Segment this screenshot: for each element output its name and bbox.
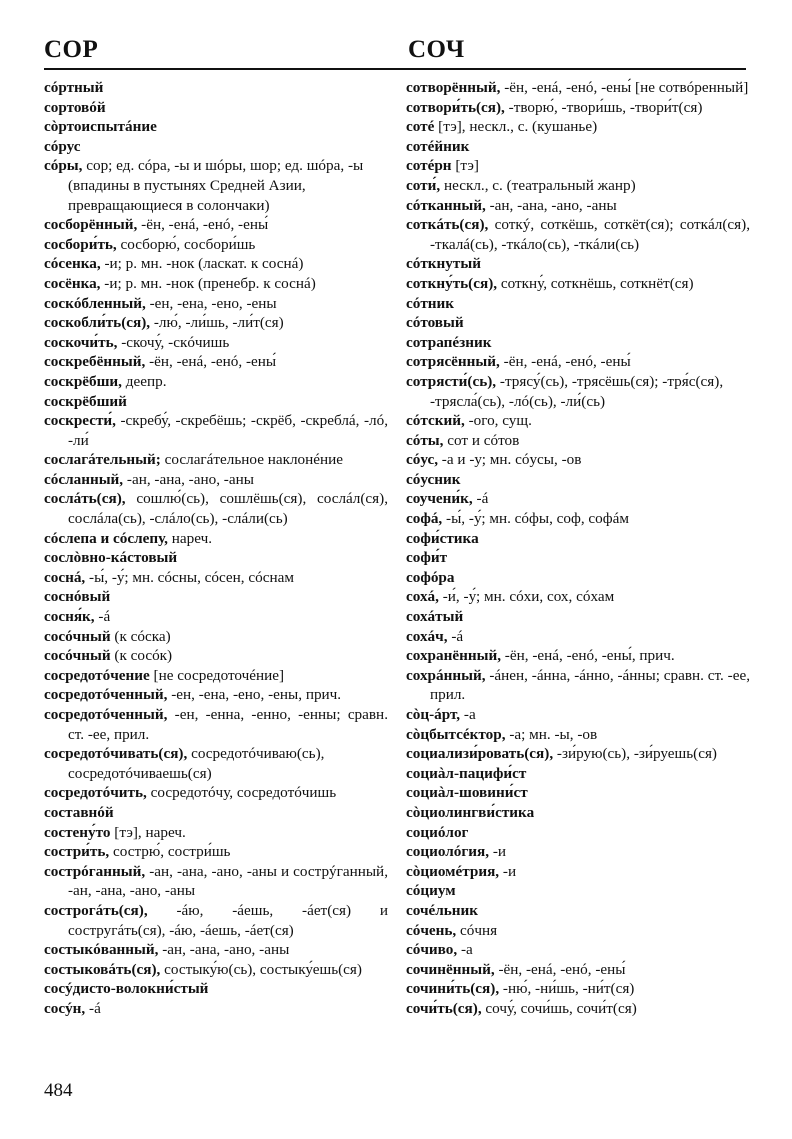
dictionary-entry xyxy=(406,489,750,509)
entry-headword: сòц-áрт, xyxy=(406,706,461,723)
dictionary-entry xyxy=(44,372,388,392)
entry-grammar: -á xyxy=(85,999,101,1017)
entry-headword: соткáть(ся), xyxy=(406,216,489,234)
entry-headword: сòциомéтрия, xyxy=(406,862,500,880)
dictionary-entry xyxy=(44,548,388,568)
entry-headword: соскрести́, xyxy=(44,412,116,430)
left-column xyxy=(44,78,388,1019)
entry-grammar: -áнен, -áнна, -áнно, -áнны; сравн. ст. -ее, прил. xyxy=(430,666,750,704)
entry-headword: сóчень, xyxy=(406,921,457,939)
dictionary-entry xyxy=(406,901,750,921)
dictionary-entry xyxy=(406,274,750,294)
entry-grammar: сосредотóчиваю(сь), сосредотóчиваешь(ся) xyxy=(68,745,325,782)
entry-grammar: -ён, -енá, -енó, -ены́ xyxy=(494,960,626,978)
dictionary-entry xyxy=(44,529,388,549)
dictionary-entry xyxy=(406,509,750,529)
entry-headword: сóчиво, xyxy=(406,941,458,959)
entry-grammar: соткну́, соткнёшь, соткнёт(ся) xyxy=(497,274,694,292)
dictionary-entry xyxy=(406,744,750,764)
entry-headword: сочини́ть(ся), xyxy=(406,980,500,998)
dictionary-entry xyxy=(44,313,388,333)
dictionary-entry xyxy=(406,646,750,666)
entry-headword: сóслепа и сóслепу, xyxy=(44,529,168,547)
entry-headword: социàл-пацифи́ст xyxy=(406,764,527,782)
dictionary-entry xyxy=(44,685,388,705)
dictionary-entry xyxy=(44,294,388,314)
entry-headword: сосредотóчение xyxy=(44,666,150,684)
dictionary-entry xyxy=(44,627,388,647)
dictionary-entry xyxy=(406,823,750,843)
dictionary-entry xyxy=(406,372,750,411)
entry-grammar: -á xyxy=(447,627,464,645)
dictionary-entry xyxy=(406,607,750,627)
entry-headword: софи́т xyxy=(406,549,448,567)
dictionary-entry xyxy=(406,862,750,882)
entry-headword: составнóй xyxy=(44,803,114,821)
dictionary-entry xyxy=(44,587,388,607)
dictionary-entry xyxy=(44,783,388,803)
entry-headword: сотрясённый, xyxy=(406,353,500,371)
entry-grammar: -á xyxy=(94,608,111,626)
entry-headword: софá, xyxy=(406,510,443,528)
dictionary-entry xyxy=(44,215,388,235)
dictionary-entry xyxy=(406,333,750,353)
dictionary-entry xyxy=(406,117,750,137)
entry-grammar: -скочу́, -скóчишь xyxy=(117,333,230,351)
page-number: 484 xyxy=(44,1080,73,1101)
dictionary-entry xyxy=(44,98,388,118)
entry-grammar: -ан, -ана, -ано, -аны xyxy=(123,470,254,488)
dictionary-entry xyxy=(406,156,750,176)
entry-grammar: -ан, -ана, -ано, -аны xyxy=(158,941,290,959)
entry-grammar: состыку́ю(сь), состыку́ешь(ся) xyxy=(160,960,362,978)
entry-headword: софóра xyxy=(406,568,455,586)
entry-headword: сóусник xyxy=(406,470,461,488)
entry-grammar: (к сосóк) xyxy=(110,647,173,665)
entry-grammar: [тэ] xyxy=(451,157,479,175)
entry-headword: сострóгaнный, xyxy=(44,862,146,880)
dictionary-entry xyxy=(44,803,388,823)
running-head-right: СОЧ xyxy=(408,36,465,63)
entry-headword: сóртный xyxy=(44,79,104,96)
entry-grammar: -зи́рую(сь), -зи́руешь(ся) xyxy=(553,745,717,763)
entry-headword: сосредотóченный, xyxy=(44,706,168,723)
entry-headword: состыкóванный, xyxy=(44,941,159,959)
dictionary-entry xyxy=(406,98,750,118)
entry-grammar: соткý, соткёшь, соткёт(ся); соткáл(ся), -ткалá(сь), -ткáло(сь), -ткáли(сь) xyxy=(430,216,750,253)
entry-headword: сотрясти́(сь), xyxy=(406,372,497,390)
dictionary-entry xyxy=(406,294,750,314)
entry-grammar: -áю, -áешь, -áет(ся) и состругáть(ся), -áю, -áешь, -áет(ся) xyxy=(68,901,388,939)
dictionary-entry xyxy=(406,431,750,451)
dictionary-entry xyxy=(406,529,750,549)
dictionary-entry xyxy=(44,352,388,372)
running-head-left: СОР xyxy=(44,36,99,63)
entry-headword: соснá, xyxy=(44,568,86,586)
entry-grammar: -ён, -енá, -енó, -ены́ [не сотвóренный] xyxy=(500,79,749,96)
page-header xyxy=(44,36,746,70)
entry-grammar: -ён, -енá, -енó, -ены́ xyxy=(145,353,277,371)
entry-headword: соскобли́ть(ся), xyxy=(44,314,151,332)
dictionary-entry xyxy=(406,78,750,98)
entry-headword: сóтский, xyxy=(406,412,465,430)
dictionary-entry xyxy=(44,979,388,999)
entry-headword: соскребённый, xyxy=(44,353,146,371)
dictionary-entry xyxy=(406,783,750,803)
entry-headword: соскрёбший xyxy=(44,392,127,410)
dictionary-entry xyxy=(406,411,750,431)
dictionary-entry xyxy=(44,960,388,980)
dictionary-entry xyxy=(406,666,750,705)
dictionary-entry xyxy=(44,156,388,215)
dictionary-entry xyxy=(44,646,388,666)
dictionary-entry xyxy=(406,313,750,333)
dictionary-entry xyxy=(44,235,388,255)
dictionary-entry xyxy=(44,823,388,843)
entry-headword: сосёнка, xyxy=(44,274,101,292)
entry-headword: сочинённый, xyxy=(406,960,495,978)
dictionary-entry xyxy=(406,548,750,568)
dictionary-entry xyxy=(406,803,750,823)
entry-grammar: -и; р. мн. -нок (пренебр. к соснá) xyxy=(100,274,316,292)
entry-grammar: нескл., с. (театральный жанр) xyxy=(440,176,636,194)
entry-grammar: -и; р. мн. -нок (ласкат. к соснá) xyxy=(100,255,304,273)
entry-headword: социóлог xyxy=(406,823,469,841)
dictionary-entry xyxy=(406,979,750,999)
entry-headword: сòциолингви́стика xyxy=(406,803,535,821)
dictionary-entry xyxy=(406,137,750,157)
dictionary-entry xyxy=(406,940,750,960)
dictionary-entry xyxy=(406,842,750,862)
dictionary-entry xyxy=(44,392,388,412)
entry-grammar: -трясу́(сь), -трясёшь(ся); -тря́с(ся), -трясла́(сь), -лó(сь), -ли́(сь) xyxy=(430,372,724,410)
entry-grammar: -а xyxy=(457,941,473,959)
entry-headword: соучени́к, xyxy=(406,490,473,508)
entry-grammar: -ен, -ена, -ено, -ены, прич. xyxy=(167,686,342,704)
entry-headword: сóты, xyxy=(406,431,444,449)
entry-grammar: -ён, -енá, -енó, -ены́, прич. xyxy=(501,647,675,665)
dictionary-entry xyxy=(406,764,750,784)
entry-headword: соснóвый xyxy=(44,588,111,606)
entry-headword: соти́, xyxy=(406,176,441,194)
dictionary-entry xyxy=(44,137,388,157)
entry-grammar: -лю́, -ли́шь, -ли́т(ся) xyxy=(150,314,284,332)
entry-headword: сосýн, xyxy=(44,999,86,1017)
entry-grammar: -а; мн. -ы, -ов xyxy=(505,725,598,743)
entry-headword: состри́ть, xyxy=(44,843,110,861)
entry-grammar: -ен, -енна, -енно, -енны; сравн. ст. -ее, прил. xyxy=(68,706,388,743)
entry-headword: сохáтый xyxy=(406,608,464,626)
dictionary-entry xyxy=(406,999,750,1019)
right-column xyxy=(406,78,750,1019)
entry-grammar: -скребу́, -скребёшь; -скрёб, -скреблá, -лó, -ли́ xyxy=(68,412,388,449)
dictionary-entry xyxy=(44,254,388,274)
dictionary-entry xyxy=(406,921,750,941)
entry-headword: сохá, xyxy=(406,588,439,606)
entry-grammar: [тэ], нареч. xyxy=(110,823,186,841)
entry-headword: сосредотóчивать(ся), xyxy=(44,745,188,763)
entry-headword: сотé xyxy=(406,118,435,136)
entry-headword: соскочи́ть, xyxy=(44,333,118,351)
dictionary-entry xyxy=(406,960,750,980)
entry-headword: социализи́ровать(ся), xyxy=(406,745,554,763)
dictionary-entry xyxy=(44,450,388,470)
entry-grammar: [тэ], нескл., с. (кушанье) xyxy=(434,118,598,136)
entry-headword: сосредотóчить, xyxy=(44,784,147,802)
entry-headword: сослагáтельный; xyxy=(44,451,161,469)
dictionary-entry xyxy=(44,901,388,940)
entry-headword: сохранённый, xyxy=(406,647,501,665)
entry-headword: сосбори́ть, xyxy=(44,235,117,253)
entry-headword: сòртоиспытáние xyxy=(44,118,157,136)
dictionary-entry xyxy=(406,254,750,274)
entry-grammar: -а xyxy=(460,706,476,723)
entry-headword: состену́то xyxy=(44,823,111,841)
entry-headword: сóциум xyxy=(406,882,456,900)
dictionary-entry xyxy=(406,587,750,607)
entry-headword: сострогáть(ся), xyxy=(44,901,148,919)
dictionary-entry xyxy=(406,196,750,216)
dictionary-entry xyxy=(406,352,750,372)
dictionary-entry xyxy=(406,705,750,725)
entry-headword: сочéльник xyxy=(406,901,479,919)
entry-grammar: сор; ед. сóра, -ы и шóры, шор; ед. шóра, -ы (впадины в пустынях Средней Азии, превращающиеся в солончаки) xyxy=(68,157,364,214)
dictionary-entry xyxy=(406,881,750,901)
entry-grammar: -ён, -енá, -енó, -ены́ xyxy=(137,216,269,234)
entry-grammar: -а и -у; мн. сóусы, -ов xyxy=(438,451,582,469)
entry-headword: сослáть(ся), xyxy=(44,490,126,508)
entry-headword: сослòвно-кáстовый xyxy=(44,549,178,567)
entry-grammar: сосредотóчу, сосредотóчишь xyxy=(146,784,337,802)
header-rule xyxy=(44,68,746,70)
entry-headword: соскрёбши, xyxy=(44,372,122,390)
entry-headword: сóтовый xyxy=(406,314,464,332)
dictionary-entry xyxy=(44,666,388,686)
entry-headword: сóры, xyxy=(44,157,83,175)
entry-headword: сотвори́ть(ся), xyxy=(406,98,505,116)
entry-grammar: -ы́, -у́; мн. сóсны, сóсен, сóснам xyxy=(85,568,294,586)
entry-grammar: сослагáтельное наклонéние xyxy=(160,451,344,469)
entry-headword: сóтник xyxy=(406,294,455,312)
entry-grammar: -ан, -ана, -ано, -аны и сострýганный, -ан, -ана, -ано, -аны xyxy=(68,862,388,900)
entry-headword: сóрус xyxy=(44,137,81,155)
entry-headword: сотéрн xyxy=(406,157,452,175)
entry-grammar: -ню́, -ни́шь, -ни́т(ся) xyxy=(499,980,635,998)
entry-headword: сосóчный xyxy=(44,647,111,665)
dictionary-entry xyxy=(44,568,388,588)
entry-grammar: -ы́, -у́; мн. сóфы, соф, софáм xyxy=(442,510,629,528)
entry-headword: сохрáнный, xyxy=(406,666,486,684)
entry-headword: сохáч, xyxy=(406,627,448,645)
entry-headword: сосредотóченный, xyxy=(44,686,168,704)
dictionary-entry xyxy=(406,215,750,254)
entry-grammar: нареч. xyxy=(167,529,213,547)
entry-grammar: сошлю́(сь), сошлёшь(ся), cослáл(ся), сослáла(сь), -слáло(сь), -слáли(сь) xyxy=(68,490,388,528)
dictionary-entry xyxy=(44,117,388,137)
entry-grammar: деепр. xyxy=(121,372,167,390)
dictionary-entry xyxy=(44,274,388,294)
dictionary-entry xyxy=(406,450,750,470)
dictionary-entry xyxy=(44,862,388,901)
entry-grammar: [не сосредоточéние] xyxy=(149,666,285,684)
entry-headword: социолóгия, xyxy=(406,843,490,861)
entry-headword: сортовóй xyxy=(44,98,106,116)
entry-headword: сотворённый, xyxy=(406,79,501,96)
entry-grammar: -и xyxy=(499,862,517,880)
dictionary-entry xyxy=(44,705,388,744)
entry-headword: сòцбытсéктор, xyxy=(406,725,506,743)
entry-headword: сосóчный xyxy=(44,627,111,645)
entry-grammar: -творю́, -твори́шь, -твори́т(ся) xyxy=(504,98,703,116)
entry-grammar: сосборю́, сосбори́шь xyxy=(116,235,256,253)
entry-headword: сотрапéзник xyxy=(406,333,492,351)
entry-headword: сотéйник xyxy=(406,137,470,155)
entry-headword: сóсенка, xyxy=(44,255,101,273)
entry-grammar: сот и сóтов xyxy=(443,431,520,449)
entry-grammar: -ён, -енá, -енó, -ены́ xyxy=(499,353,631,371)
entry-headword: сосборённый, xyxy=(44,216,138,234)
entry-grammar: сóчня xyxy=(456,921,498,939)
entry-grammar: сострю́, состри́шь xyxy=(109,843,231,861)
entry-headword: сóус, xyxy=(406,451,438,469)
dictionary-entry xyxy=(44,470,388,490)
dictionary-entry xyxy=(44,842,388,862)
dictionary-entry xyxy=(44,744,388,783)
entry-grammar: -и́, -у́; мн. сóхи, сох, сóхам xyxy=(438,588,615,606)
dictionary-entry xyxy=(44,78,388,98)
entry-headword: социàл-шовини́ст xyxy=(406,784,528,802)
entry-grammar: -и xyxy=(489,843,506,861)
entry-grammar: -ого, сущ. xyxy=(464,412,532,430)
dictionary-entry xyxy=(44,607,388,627)
entry-headword: сосýдисто-волокни́стый xyxy=(44,980,209,998)
dictionary-entry xyxy=(44,411,388,450)
dictionary-entry xyxy=(44,489,388,528)
entry-headword: соткну́ть(ся), xyxy=(406,274,498,292)
dictionary-entry xyxy=(44,999,388,1019)
dictionary-entry xyxy=(406,176,750,196)
entry-headword: софи́стика xyxy=(406,529,479,547)
entry-headword: сóткнутый xyxy=(406,255,481,273)
entry-headword: сóтканный, xyxy=(406,196,486,214)
entry-grammar: -ен, -ена, -ено, -ены xyxy=(145,294,277,312)
dictionary-entry xyxy=(406,568,750,588)
dictionary-entry xyxy=(406,725,750,745)
entry-headword: соскóбленный, xyxy=(44,294,146,312)
entry-headword: сосня́к, xyxy=(44,608,95,626)
dictionary-entry xyxy=(44,940,388,960)
dictionary-entry xyxy=(406,627,750,647)
entry-grammar: (к сóска) xyxy=(110,627,171,645)
entry-grammar: -ан, -ана, -ано, -аны xyxy=(485,196,617,214)
dictionary-entry xyxy=(44,333,388,353)
entry-headword: сóсланный, xyxy=(44,470,124,488)
entry-headword: состыковáть(ся), xyxy=(44,960,161,978)
entry-grammar: -á xyxy=(472,490,489,508)
dictionary-entry xyxy=(406,470,750,490)
entry-grammar: сочу́, сочи́шь, сочи́т(ся) xyxy=(481,999,637,1017)
entry-headword: сочи́ть(ся), xyxy=(406,999,482,1017)
